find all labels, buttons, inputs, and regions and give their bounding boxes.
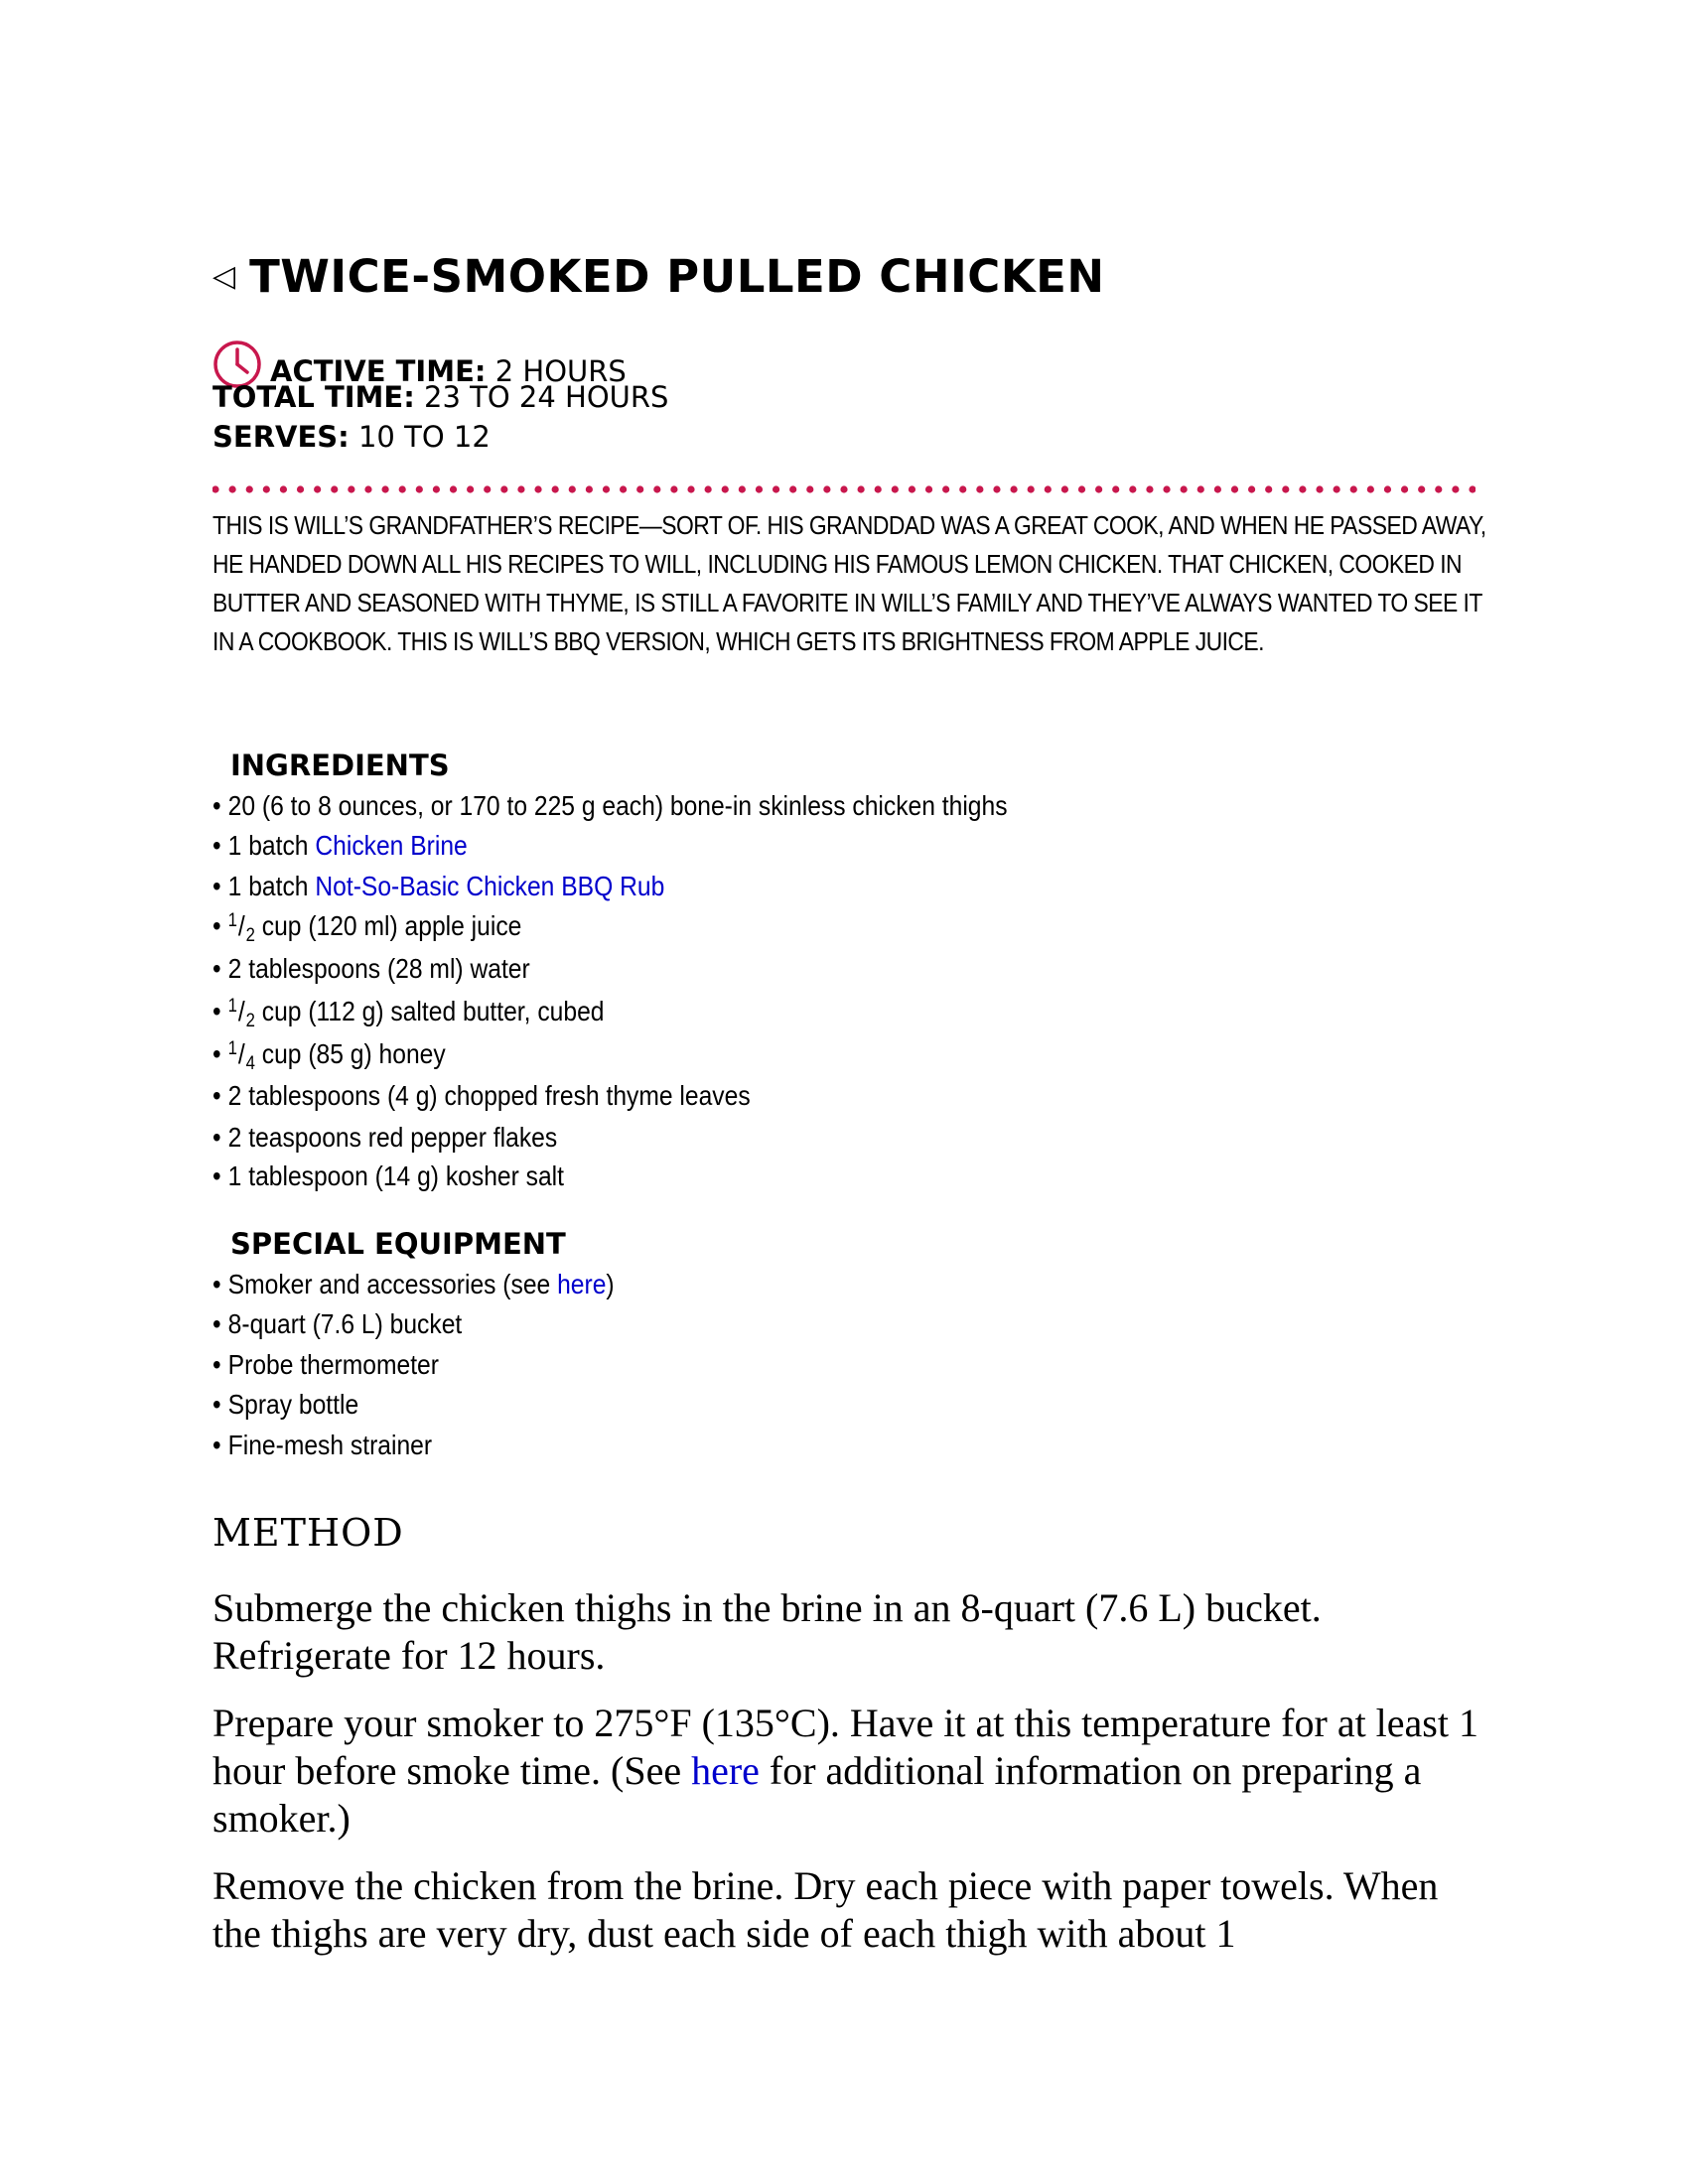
divider-dot [517,485,524,492]
bullet-icon: • [212,953,221,984]
serves-row [212,417,491,457]
divider-dot [534,485,541,492]
recipe-link[interactable]: Not-So-Basic Chicken BBQ Rub [315,871,665,901]
divider-dot [1435,485,1442,492]
item-text: 1 batch [227,830,316,861]
divider-dot [858,485,865,492]
item-text: Fine-mesh strainer [227,1430,433,1460]
item-text: 1 batch [227,871,316,901]
divider-dot [892,485,899,492]
divider-dot [1181,485,1188,492]
divider-dot [229,485,236,492]
divider-dot [467,485,474,492]
bullet-icon: • [212,871,221,901]
ingredient-item [212,1076,751,1116]
divider-dot [789,485,796,492]
dotted-divider [212,484,1476,494]
divider-dot [381,485,388,492]
ingredient-item [212,1034,446,1074]
serves-value: 10 TO 12 [349,420,491,454]
fraction [227,1038,255,1074]
divider-dot [280,485,287,492]
item-text: 2 tablespoons (28 ml) water [227,953,530,984]
divider-dot [603,485,610,492]
divider-dot [1367,485,1374,492]
item-text: 1 tablespoon (14 g) kosher salt [227,1160,564,1191]
bullet-icon: • [212,1308,221,1339]
divider-dot [620,485,627,492]
bullet-icon: • [212,1349,221,1380]
method-step-2-text-end: for additional information on preparing a smoker.) [212,1748,1422,1841]
ingredient-item [212,1157,564,1196]
method-step-3: Remove the chicken from the brine. Dry each piece with paper towels. When the thighs are very dry, dust each side of each thigh with about 1 [212,1863,1439,1956]
bullet-icon: • [212,1389,221,1420]
divider-dot [1248,485,1255,492]
ingredients-heading: INGREDIENTS [230,749,450,782]
divider-dot [1129,485,1136,492]
divider-dot [739,485,746,492]
divider-dot [569,485,576,492]
divider-dot [959,485,966,492]
divider-dot [636,485,643,492]
recipe-link[interactable]: here [557,1269,607,1299]
divider-dot [1299,485,1306,492]
item-text: 2 tablespoons (4 g) chopped fresh thyme leaves [227,1080,751,1111]
fraction-denominator: 2 [245,925,255,946]
divider-dot [586,485,593,492]
bullet-icon: • [212,830,221,861]
item-text: cup (112 g) salted butter, cubed [254,996,605,1026]
divider-dot [416,485,423,492]
active-time-label: ACTIVE TIME: [270,354,487,388]
divider-dot [1231,485,1238,492]
divider-dot [722,485,729,492]
divider-dot [1095,485,1102,492]
fraction-denominator: 4 [245,1053,255,1074]
divider-dot [942,485,949,492]
divider-dot [552,485,559,492]
divider-dot [875,485,882,492]
bullet-icon: • [212,1080,221,1111]
bullet-icon: • [212,996,221,1026]
bullet-icon: • [212,1122,221,1153]
method-step-1: Submerge the chicken thighs in the brine in an 8-quart (7.6 L) bucket. Refrigerate for 12 hours. [212,1585,1322,1678]
divider-dot [314,485,321,492]
divider-dot [1045,485,1052,492]
fraction-slash: / [237,1038,245,1069]
divider-dot [687,485,694,492]
smoker-info-link[interactable]: here [691,1748,760,1793]
item-text: 8-quart (7.6 L) bucket [227,1308,463,1339]
fraction-numerator: 1 [227,996,237,1017]
item-text: Probe thermometer [227,1349,439,1380]
method-heading: METHOD [212,1511,404,1555]
divider-dot [1163,485,1170,492]
fraction-slash: / [237,910,245,941]
divider-dot [331,485,338,492]
divider-dot [450,485,457,492]
bullet-icon: • [212,1160,221,1191]
ingredient-item [212,992,604,1031]
divider-dot [670,485,677,492]
divider-dot [1214,485,1221,492]
divider-dot [925,485,932,492]
divider-dot [1418,485,1425,492]
ingredient-item [212,906,521,946]
bullet-icon: • [212,1038,221,1069]
ingredient-item [212,949,530,989]
divider-dot [348,485,354,492]
item-text: 20 (6 to 8 ounces, or 170 to 225 g each) bone-in skinless chicken thighs [227,790,1008,821]
equipment-heading: SPECIAL EQUIPMENT [230,1227,566,1261]
divider-dot [484,485,491,492]
divider-dot [1350,485,1357,492]
equipment-item [212,1265,615,1304]
divider-dot [773,485,779,492]
item-text: 2 teaspoons red pepper flakes [227,1122,558,1153]
bullet-icon: • [212,790,221,821]
recipe-link[interactable]: Chicken Brine [315,830,468,861]
divider-dot [823,485,830,492]
method-step-2 [212,1700,1489,1843]
ingredient-item [212,867,664,906]
total-time-value: 23 TO 24 HOURS [414,380,669,414]
divider-dot [1469,485,1476,492]
divider-dot [212,485,219,492]
divider-dot [705,485,712,492]
ingredient-item [212,826,468,866]
divider-dot [1112,485,1119,492]
divider-dot [1146,485,1153,492]
item-text: Smoker and accessories (see [227,1269,558,1299]
divider-dot [909,485,915,492]
item-text-end: ) [606,1269,615,1299]
divider-dot [756,485,763,492]
divider-dot [297,485,304,492]
serves-label: SERVES: [212,420,350,454]
divider-dot [433,485,440,492]
equipment-item [212,1304,462,1344]
ingredient-item [212,786,1008,826]
divider-dot [399,485,406,492]
fraction-slash: / [237,996,245,1026]
divider-dot [364,485,371,492]
item-text: cup (120 ml) apple juice [254,910,522,941]
equipment-item [212,1345,439,1385]
item-text: cup (85 g) honey [254,1038,446,1069]
recipe-title-row [212,250,1105,303]
ingredient-item [212,1118,557,1158]
fraction-numerator: 1 [227,1038,237,1059]
recipe-title: TWICE-SMOKED PULLED CHICKEN [249,250,1105,303]
divider-dot [1282,485,1289,492]
method-step-2-text: Prepare your smoker to 275°F (135°C). Have it at this temperature for at least 1 hour before smoke time. (See [212,1701,1478,1793]
divider-dot [1452,485,1459,492]
item-text: Spray bottle [227,1389,359,1420]
divider-dot [1265,485,1272,492]
intro-text: THIS IS WILL’S GRANDFATHER’S RECIPE—SORT OF. HIS GRANDDAD WAS A GREAT COOK, AND WHEN HE PASSED AWAY, HE HANDED DOWN ALL HIS RECIPES TO WILL, INCLUDING HIS FAMOUS LEMON CHICKEN. THAT CHICKEN, COOKED IN BUTTER AND SEASONED WITH THYME, IS STILL A FAVORITE IN WILL’S FAMILY AND THEY’VE ALWAYS WANTED TO SEE IT IN A COOKBOOK. THIS IS WILL’S BBQ VERSION, WHICH GETS ITS BRIGHTNESS FROM APPLE JUICE. [212,510,1486,656]
fraction [227,910,255,946]
divider-dot [1078,485,1085,492]
back-triangle-icon[interactable]: ◁ [212,258,236,294]
divider-dot [840,485,847,492]
divider-dot [1061,485,1068,492]
fraction-denominator: 2 [245,1011,255,1031]
equipment-item [212,1385,358,1425]
divider-dot [500,485,507,492]
active-time-value: 2 HOURS [486,354,627,388]
divider-dot [1334,485,1340,492]
divider-dot [1010,485,1017,492]
total-time-label: TOTAL TIME: [212,380,415,414]
divider-dot [806,485,813,492]
divider-dot [993,485,1000,492]
divider-dot [1028,485,1035,492]
divider-dot [1316,485,1323,492]
divider-dot [246,485,253,492]
divider-dot [1384,485,1391,492]
fraction [227,996,255,1031]
bullet-icon: • [212,1430,221,1460]
divider-dot [653,485,660,492]
divider-dot [1197,485,1204,492]
equipment-item [212,1426,432,1465]
total-time-row [212,377,668,417]
bullet-icon: • [212,1269,221,1299]
bullet-icon: • [212,910,221,941]
divider-dot [263,485,270,492]
divider-dot [976,485,983,492]
divider-dot [1401,485,1408,492]
fraction-numerator: 1 [227,910,237,931]
